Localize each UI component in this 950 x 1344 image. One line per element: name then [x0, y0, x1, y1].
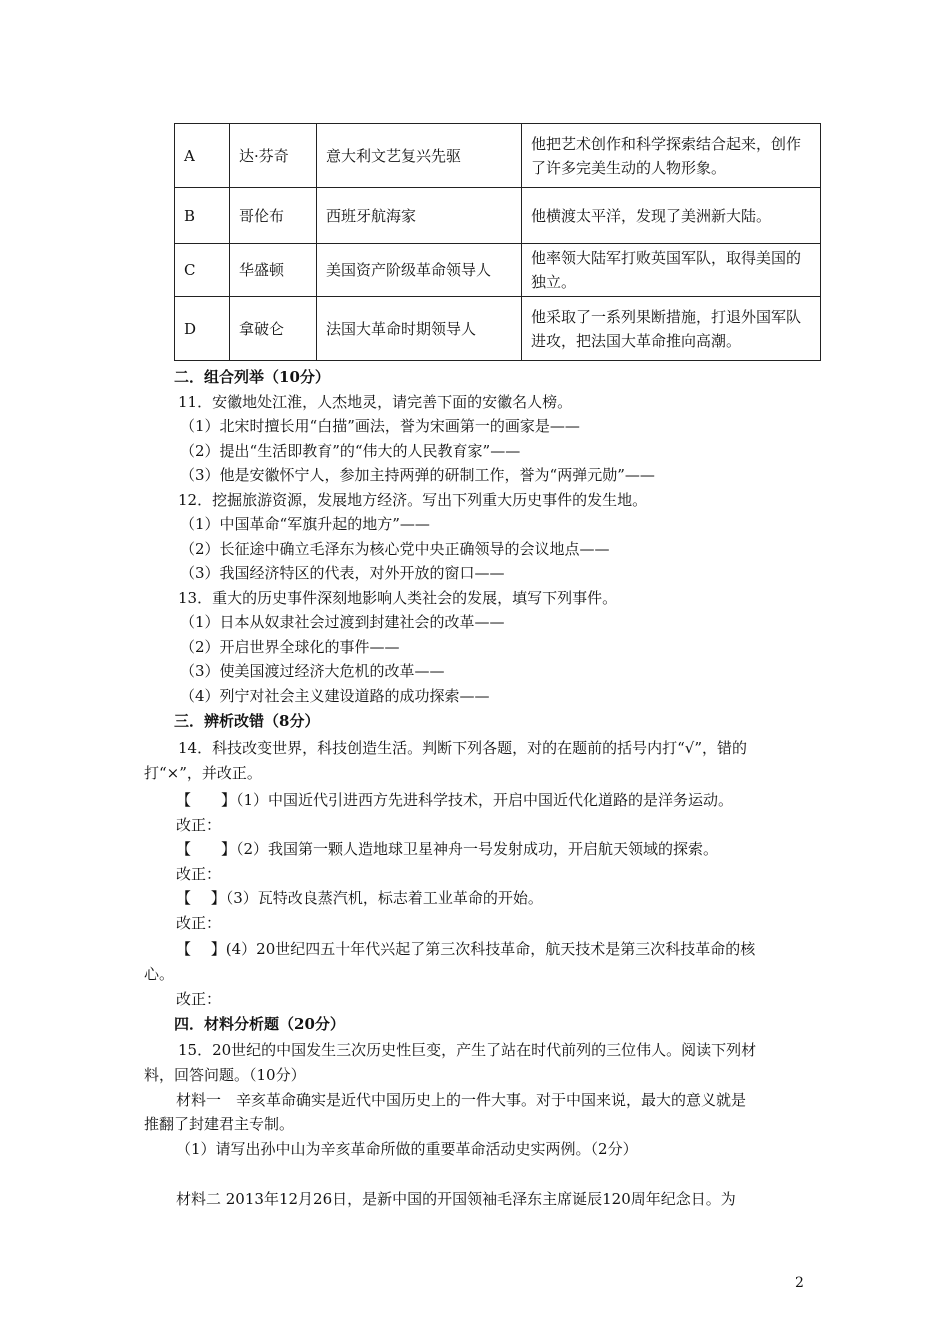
question-13-item-1: （1）日本从奴隶社会过渡到封建社会的改革——	[180, 613, 505, 631]
question-13-item-4: （4）列宁对社会主义建设道路的成功探索——	[180, 687, 490, 705]
question-11: 11．安徽地处江淮，人杰地灵，请完善下面的安徽名人榜。	[178, 393, 573, 411]
question-12-item-2: （2）长征途中确立毛泽东为核心党中央正确领导的会议地点——	[180, 540, 610, 558]
person-name: 华盛顿	[230, 244, 317, 297]
material-1: 材料一 辛亥革命确实是近代中国历史上的一件大事。对于中国来说，最大的意义就是	[176, 1091, 747, 1109]
question-14-cont: 打“×”，并改正。	[144, 764, 262, 782]
option-letter: C	[175, 244, 230, 297]
table-row	[175, 124, 821, 188]
correction-label: 改正：	[176, 990, 222, 1008]
correction-label: 改正：	[176, 816, 222, 834]
question-12-item-3: （3）我国经济特区的代表，对外开放的窗口——	[180, 564, 505, 582]
person-name: 拿破仑	[230, 297, 317, 361]
person-description: 他率领大陆军打败英国军队，取得美国的独立。	[522, 244, 821, 297]
material-2: 材料二 2013年12月26日，是新中国的开国领袖毛泽东主席诞辰120周年纪念日。为	[176, 1190, 736, 1208]
person-role: 美国资产阶级革命领导人	[317, 244, 522, 297]
question-13-item-2: （2）开启世界全球化的事件——	[180, 638, 400, 656]
question-12: 12．挖掘旅游资源，发展地方经济。写出下列重大历史事件的发生地。	[178, 491, 648, 509]
table-row	[175, 188, 821, 244]
table-row	[175, 244, 821, 297]
option-letter: D	[175, 297, 230, 361]
question-14-item-4-cont: 心。	[144, 965, 175, 983]
person-description: 他把艺术创作和科学探索结合起来，创作了许多完美生动的人物形象。	[522, 124, 821, 188]
question-13: 13．重大的历史事件深刻地影响人类社会的发展，填写下列事件。	[178, 589, 618, 607]
question-11-item-3: （3）他是安徽怀宁人，参加主持两弹的研制工作，誉为“两弹元勋”——	[180, 466, 655, 484]
question-14-item-1: 【 】（1）中国近代引进西方先进科学技术，开启中国近代化道路的是洋务运动。	[176, 791, 734, 809]
person-description: 他采取了一系列果断措施，打退外国军队进攻，把法国大革命推向高潮。	[522, 297, 821, 361]
question-13-item-3: （3）使美国渡过经济大危机的改革——	[180, 662, 445, 680]
section-heading-4: 四．材料分析题（20分）	[174, 1015, 345, 1033]
question-15-cont: 料，回答问题。（10分）	[144, 1066, 306, 1084]
person-name: 达·芬奇	[230, 124, 317, 188]
question-14-item-3: 【 】（3）瓦特改良蒸汽机，标志着工业革命的开始。	[176, 889, 543, 907]
section-heading-3: 三．辨析改错（8分）	[174, 712, 320, 730]
table-row	[175, 297, 821, 361]
question-14-item-4: 【 】(4）20世纪四五十年代兴起了第三次科技革命，航天技术是第三次科技革命的核	[176, 940, 756, 958]
correction-label: 改正：	[176, 865, 222, 883]
question-11-item-2: （2）提出“生活即教育”的“伟大的人民教育家”——	[180, 442, 521, 460]
question-12-item-1: （1）中国革命“军旗升起的地方”——	[180, 515, 430, 533]
person-name: 哥伦布	[230, 188, 317, 244]
section-heading-2: 二．组合列举（10分）	[174, 368, 330, 386]
question-14-item-2: 【 】（2）我国第一颗人造地球卫星神舟一号发射成功，开启航天领域的探索。	[176, 840, 719, 858]
question-15: 15．20世纪的中国发生三次历史性巨变，产生了站在时代前列的三位伟人。阅读下列材	[178, 1041, 757, 1059]
option-table	[174, 123, 821, 361]
correction-label: 改正：	[176, 914, 222, 932]
page-number: 2	[795, 1275, 804, 1291]
question-15-item-1: （1）请写出孙中山为辛亥革命所做的重要革命活动史实两例。（2分）	[176, 1140, 638, 1158]
question-11-item-1: （1）北宋时擅长用“白描”画法，誉为宋画第一的画家是——	[180, 417, 580, 435]
person-description: 他横渡太平洋，发现了美洲新大陆。	[522, 188, 821, 244]
question-14: 14．科技改变世界，科技创造生活。判断下列各题，对的在题前的括号内打“√”，错的	[178, 739, 747, 757]
person-role: 意大利文艺复兴先驱	[317, 124, 522, 188]
material-1-cont: 推翻了封建君主专制。	[144, 1115, 295, 1133]
person-role: 法国大革命时期领导人	[317, 297, 522, 361]
option-letter: B	[175, 188, 230, 244]
option-letter: A	[175, 124, 230, 188]
person-role: 西班牙航海家	[317, 188, 522, 244]
